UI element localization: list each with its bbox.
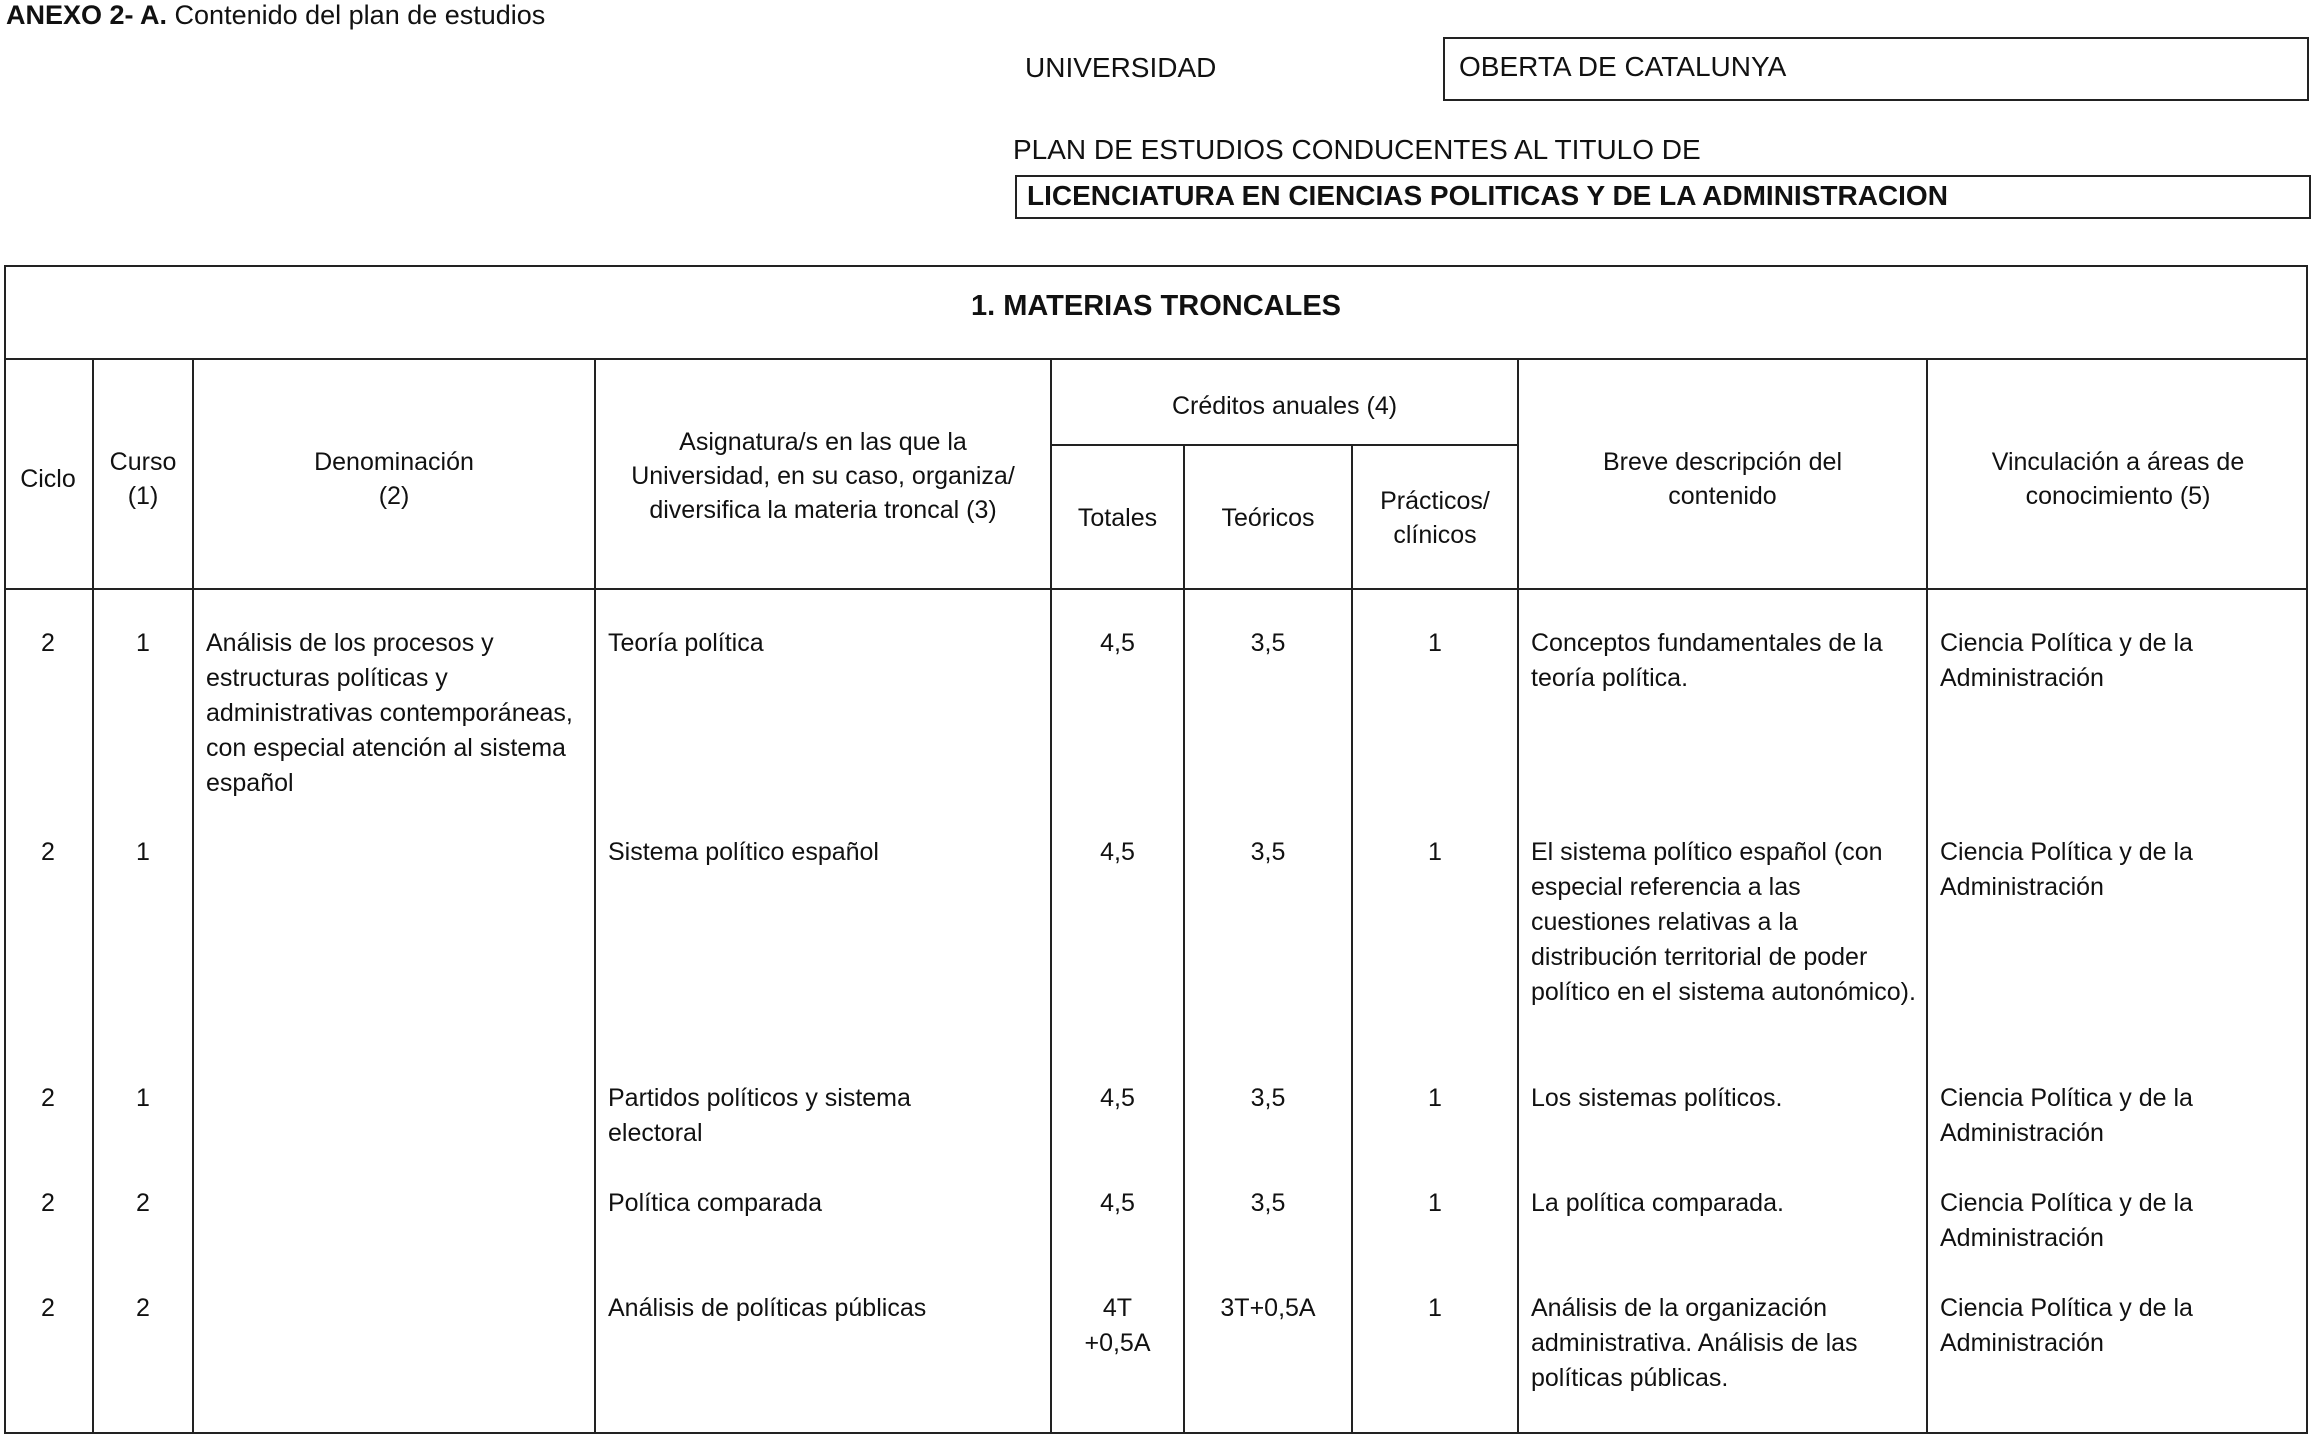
- degree-plan-label: PLAN DE ESTUDIOS CONDUCENTES AL TITULO DE: [1013, 134, 1701, 165]
- cell-teoricos: 3T+0,5A: [1220, 1294, 1316, 1322]
- cell-asignatura: Sistema político español: [608, 838, 879, 866]
- cell-curso: 2: [136, 1294, 150, 1322]
- cell-totales: 4,5: [1100, 838, 1135, 866]
- column-divider: [1351, 444, 1353, 1434]
- cell-ciclo: 2: [41, 838, 55, 866]
- cell-practicos: 1: [1428, 838, 1442, 866]
- cell-descripcion: Análisis de la organización administrativa. Análisis de las políticas públicas.: [1531, 1294, 1858, 1392]
- column-divider: [192, 358, 194, 1434]
- cell-totales: 4T +0,5A: [1084, 1294, 1151, 1357]
- column-header-vinculacion: Vinculación a áreas de conocimiento (5): [1991, 448, 2245, 510]
- cell-totales: 4,5: [1100, 1189, 1135, 1217]
- section-title: 1. MATERIAS TRONCALES: [970, 290, 1342, 322]
- cell-teoricos: 3,5: [1250, 629, 1286, 657]
- cell-ciclo: 2: [41, 629, 55, 657]
- cell-ciclo: 2: [41, 1084, 55, 1112]
- column-divider: [92, 358, 94, 1434]
- cell-descripcion: Los sistemas políticos.: [1531, 1084, 1783, 1112]
- column-divider: [1183, 444, 1185, 1434]
- cell-asignatura: Análisis de políticas públicas: [608, 1294, 927, 1322]
- cell-teoricos: 3,5: [1250, 1084, 1286, 1112]
- cell-descripcion: La política comparada.: [1531, 1189, 1784, 1217]
- cell-practicos: 1: [1428, 1084, 1442, 1112]
- column-header-totales: Totales: [1077, 504, 1158, 532]
- cell-teoricos: 3,5: [1250, 1189, 1286, 1217]
- title-divider: [4, 358, 2308, 360]
- cell-descripcion: Conceptos fundamentales de la teoría política.: [1531, 629, 1883, 692]
- cell-practicos: 1: [1428, 629, 1442, 657]
- cell-teoricos: 3,5: [1250, 838, 1286, 866]
- column-header-practicos: Prácticos/ clínicos: [1380, 487, 1490, 549]
- cell-totales: 4,5: [1100, 629, 1135, 657]
- cell-practicos: 1: [1428, 1294, 1442, 1322]
- header-divider: [4, 588, 2308, 590]
- cell-ciclo: 2: [41, 1189, 55, 1217]
- column-header-descripcion: Breve descripción del contenido: [1602, 448, 1842, 510]
- annex-heading: [6, 0, 545, 31]
- column-header-teoricos: Teóricos: [1221, 504, 1315, 532]
- cell-asignatura: Partidos políticos y sistema electoral: [608, 1084, 911, 1147]
- cell-vinculacion: Ciencia Política y de la Administración: [1940, 629, 2193, 692]
- cell-vinculacion: Ciencia Política y de la Administración: [1940, 1189, 2193, 1252]
- cell-asignatura: Política comparada: [608, 1189, 823, 1217]
- column-header-curso: Curso (1): [109, 448, 177, 510]
- cell-vinculacion: Ciencia Política y de la Administración: [1940, 1084, 2193, 1147]
- cell-totales: 4,5: [1100, 1084, 1135, 1112]
- annex-label: ANEXO 2- A.: [6, 0, 168, 30]
- cell-asignatura: Teoría política: [608, 629, 764, 657]
- university-value-box: OBERTA DE CATALUNYA: [1443, 37, 2309, 101]
- cell-ciclo: 2: [41, 1294, 55, 1322]
- cell-descripcion: El sistema político español (con especial referencia a las cuestiones relativas a la distribución territorial de poder político en el sistema autonómico).: [1531, 838, 1916, 1006]
- cell-practicos: 1: [1428, 1189, 1442, 1217]
- cell-curso: 2: [136, 1189, 150, 1217]
- annex-text: Contenido del plan de estudios: [167, 0, 546, 30]
- column-divider: [1517, 358, 1519, 1434]
- column-header-creditos: Créditos anuales (4): [1171, 392, 1398, 420]
- column-divider: [1926, 358, 1928, 1434]
- cell-curso: 1: [136, 629, 150, 657]
- credits-subheader-divider: [1050, 444, 1517, 446]
- cell-curso: 1: [136, 1084, 150, 1112]
- cell-curso: 1: [136, 838, 150, 866]
- column-header-ciclo: Ciclo: [20, 465, 76, 493]
- column-header-denominacion: Denominación (2): [314, 448, 474, 510]
- cell-vinculacion: Ciencia Política y de la Administración: [1940, 1294, 2193, 1357]
- cell-vinculacion: Ciencia Política y de la Administración: [1940, 838, 2193, 901]
- degree-title-box: LICENCIATURA EN CIENCIAS POLITICAS Y DE LA ADMINISTRACION: [1015, 175, 2311, 219]
- cell-denominacion: Análisis de los procesos y estructuras políticas y administrativas contemporáneas, con especial atención al sistema español: [206, 629, 573, 797]
- column-header-asignatura: Asignatura/s en las que la Universidad, en su caso, organiza/ diversifica la materia troncal (3): [631, 428, 1015, 524]
- university-label: UNIVERSIDAD: [1025, 52, 1217, 83]
